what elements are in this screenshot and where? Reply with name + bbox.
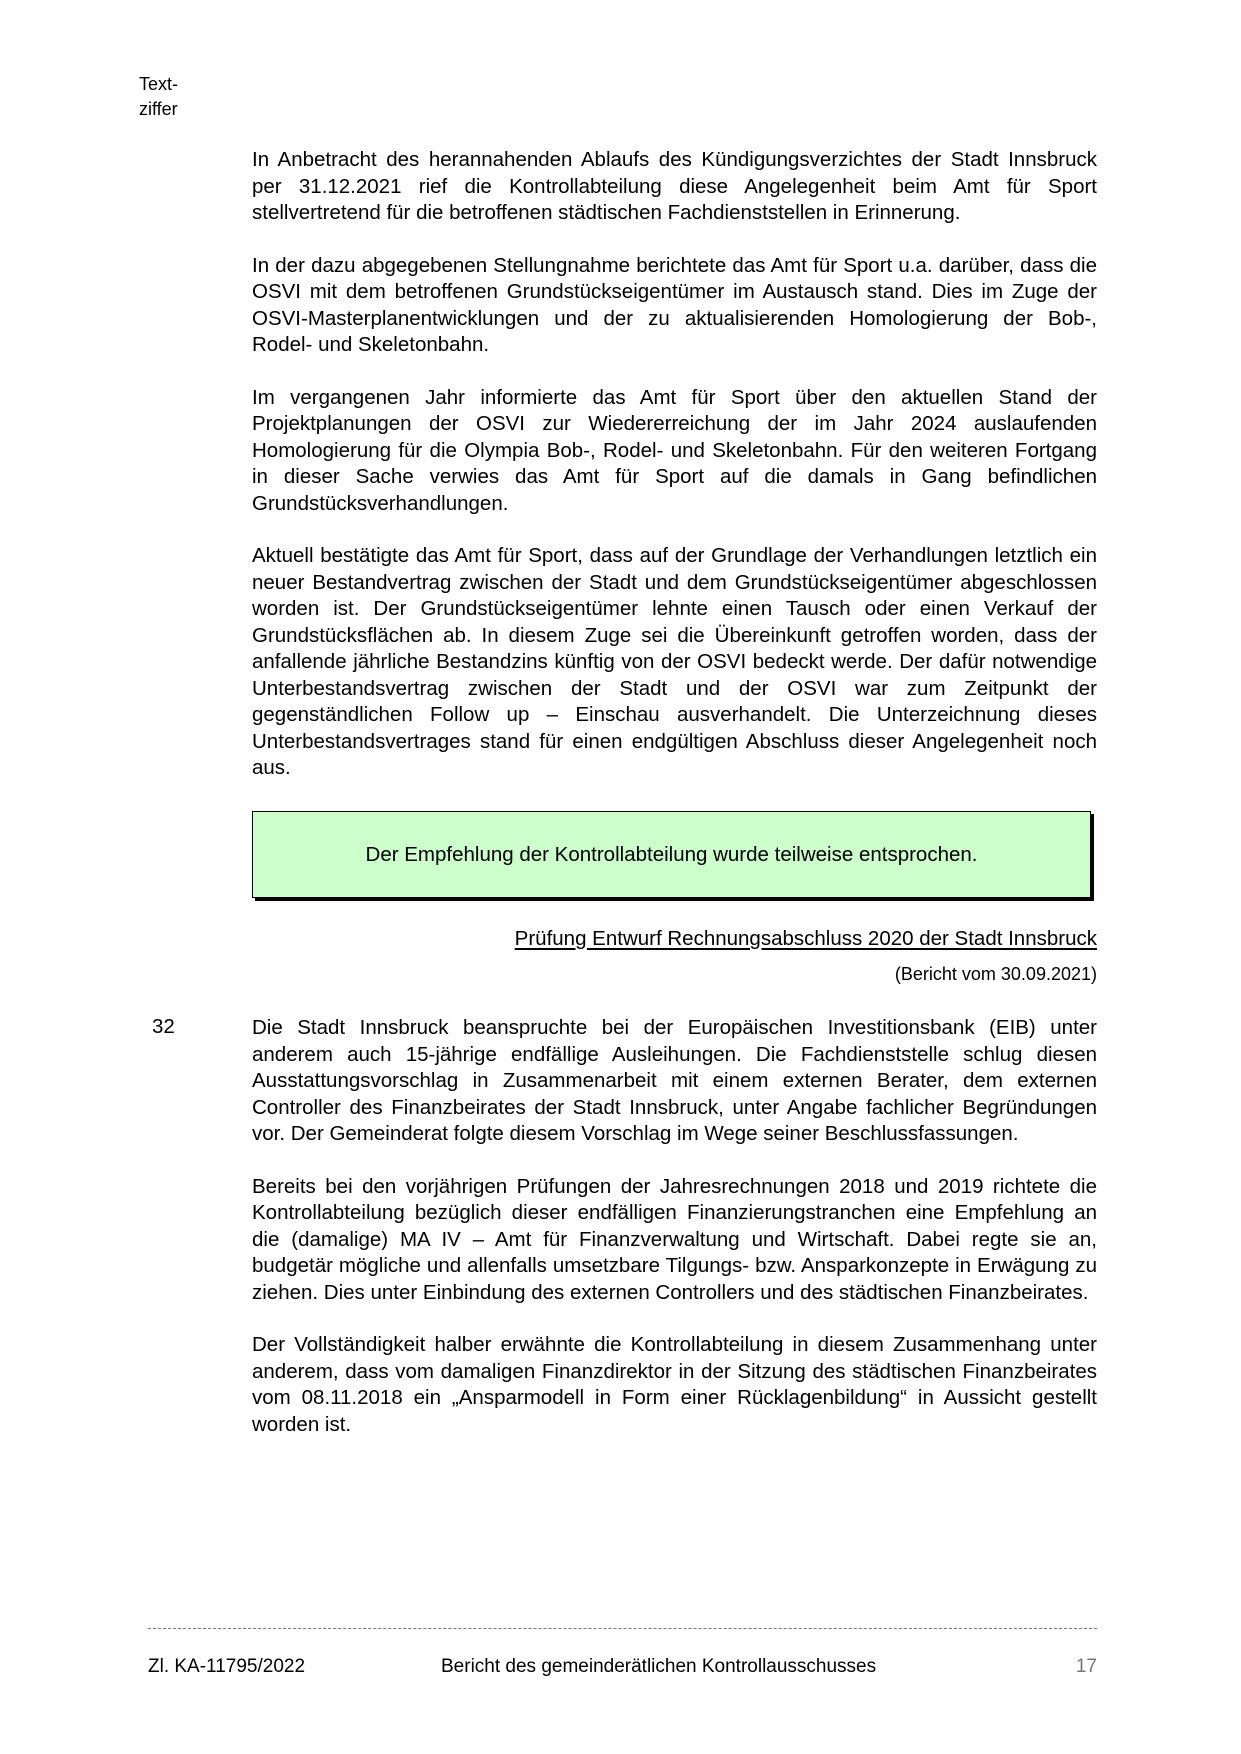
textziffer-number: 32 xyxy=(152,1015,175,1038)
margin-label-line-1: Text- xyxy=(139,74,179,94)
footer-divider xyxy=(148,1628,1097,1629)
footer-reference: Zl. KA-11795/2022 xyxy=(148,1656,306,1677)
margin-label-line-2: ziffer xyxy=(139,99,178,119)
section-title: Prüfung Entwurf Rechnungsabschluss 2020 der Stadt Innsbruck xyxy=(514,927,1097,950)
paragraph: Der Vollständigkeit halber erwähnte die Kontrollabteilung in diesem Zusammenhang unter anderem, dass vom damaligen Finanzdirektor in der Sitzung des städtischen Finanzbeirates vom 08.11.2018 ein „Ansparmodell in Form einer Rücklagenbildung“ in Aussicht gestellt worden ist. xyxy=(252,1333,1097,1436)
margin-label-textziffer xyxy=(139,72,178,122)
paragraph: Die Stadt Innsbruck beanspruchte bei der Europäischen Investitionsbank (EIB) unter anderem auch 15-jährige endfällige Ausleihungen. Die Fachdienststelle schlug diesen Ausstattungsvorschlag in Zusammenarbeit mit einem externen Berater, dem externen Controller des Finanzbeirates der Stadt Innsbruck, unter Angabe fachlicher Begründungen vor. Der Gemeinderat folgte diesem Vorschlag im Wege seiner Beschlussfassungen. xyxy=(252,1016,1097,1145)
body-text-block-2 xyxy=(252,1015,1097,1438)
paragraph: Aktuell bestätigte das Amt für Sport, dass auf der Grundlage der Verhandlungen letztlich ein neuer Bestandvertrag zwischen der Stadt und dem Grundstückseigentümer abgeschlossen worden ist. Der Grundstückseigentümer lehnte einen Tausch oder einen Verkauf der Grundstücksflächen ab. In diesem Zuge sei die Übereinkunft getroffen worden, dass der anfallende jährliche Bestandzins künftig von der OSVI bedeckt werde. Der dafür notwendige Unterbestandsvertrag zwischen der Stadt und der OSVI war zum Zeitpunkt der gegenständlichen Follow up – Einschau ausverhandelt. Die Unterzeichnung dieses Unterbestandsvertrages stand für einen endgültigen Abschluss dieser Angelegenheit noch aus. xyxy=(252,544,1097,779)
footer-title: Bericht des gemeinderätlichen Kontrollausschusses xyxy=(441,1656,877,1677)
recommendation-callout-box xyxy=(252,811,1091,898)
body-text-block-1 xyxy=(252,147,1097,782)
paragraph: In Anbetracht des herannahenden Ablaufs des Kündigungsverzichtes der Stadt Innsbruck per 31.12.2021 rief die Kontrollabteilung diese Angelegenheit beim Amt für Sport stellvertretend für die betroffenen städtischen Fachdienststellen in Erinnerung. xyxy=(252,148,1097,224)
section-subtitle: (Bericht vom 30.09.2021) xyxy=(894,964,1097,984)
callout-text: Der Empfehlung der Kontrollabteilung wurde teilweise entsprochen. xyxy=(365,842,978,866)
paragraph: In der dazu abgegebenen Stellungnahme berichtete das Amt für Sport u.a. darüber, dass die OSVI mit dem betroffenen Grundstückseigentümer im Austausch stand. Dies im Zuge der OSVI-Masterplanentwicklungen und der zu aktualisierenden Homologierung der Bob-, Rodel- und Skeletonbahn. xyxy=(252,253,1097,356)
paragraph: Bereits bei den vorjährigen Prüfungen der Jahresrechnungen 2018 und 2019 richtete die Kontrollabteilung bezüglich dieser endfälligen Finanzierungstranchen eine Empfehlung an die (damalige) MA IV – Amt für Finanzverwaltung und Wirtschaft. Dabei regte sie an, budgetär mögliche und allenfalls umsetzbare Tilgungs- bzw. Ansparkonzepte in Erwägung zu ziehen. Dies unter Einbindung des externen Controllers und des städtischen Finanzbeirates. xyxy=(252,1174,1097,1304)
page-number: 17 xyxy=(1075,1656,1097,1677)
paragraph: Im vergangenen Jahr informierte das Amt für Sport über den aktuellen Stand der Projektplanungen der OSVI zur Wiedererreichung der im Jahr 2024 auslaufenden Homologierung für die Olympia Bob-, Rodel- und Skeletonbahn. Für den weiteren Fortgang in dieser Sache verwies das Amt für Sport auf die damals in Gang befindlichen Grundstücksverhandlungen. xyxy=(252,385,1097,515)
